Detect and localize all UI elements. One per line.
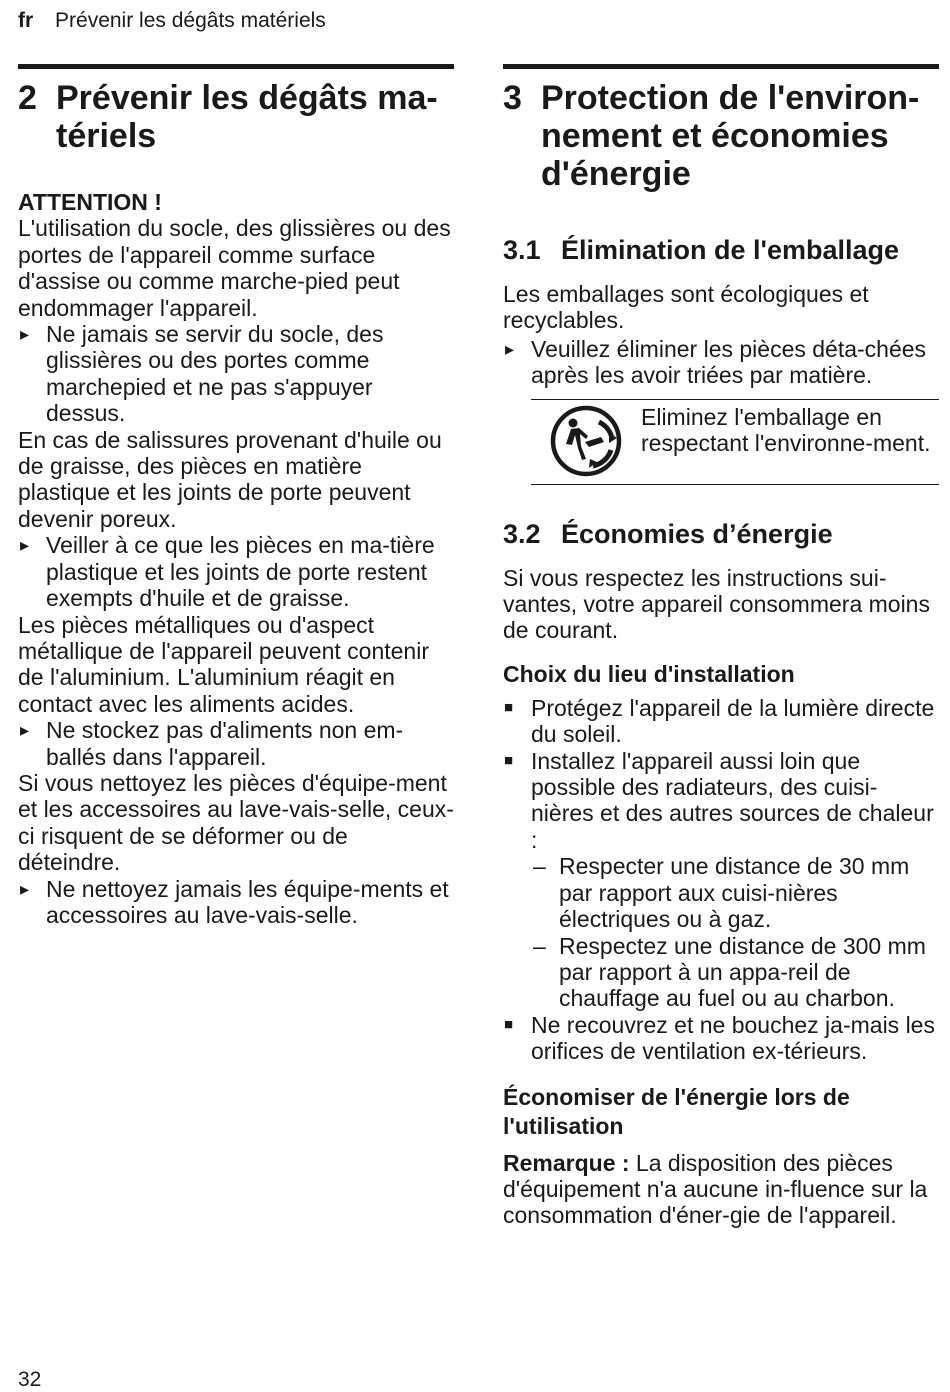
section-title: Prévenir les dégâts ma- tériels bbox=[56, 79, 438, 155]
remark-text: La disposition des pièces d'équipement n'a aucune in-fluence sur la consommation d'éner-gie de l'appareil. bbox=[503, 1149, 928, 1229]
page-number: 32 bbox=[18, 1368, 42, 1391]
installation-heading: Choix du lieu d'installation bbox=[503, 660, 795, 687]
remark bbox=[503, 1150, 939, 1229]
warning-text: Les pièces métalliques ou d'aspect métallique de l'appareil peuvent contenir de l'aluminium. L'aluminium réagit en contact avec les aliments acides. bbox=[18, 611, 429, 717]
right-column bbox=[503, 64, 939, 1229]
language-code: fr bbox=[18, 9, 34, 32]
section-2-heading bbox=[18, 79, 454, 155]
sub-list-item: – Respecter une distance de 30 mm par rapport aux cuisi-nières électriques ou à gaz. bbox=[531, 853, 939, 932]
action-item: ▸ Ne nettoyez jamais les équipe-ments et accessoires au lave-vais-selle. bbox=[18, 876, 454, 929]
subsection-3-2-heading bbox=[503, 519, 939, 549]
section-rule bbox=[18, 64, 454, 69]
recycling-disposal-icon bbox=[531, 404, 641, 478]
sub-list-item: – Respectez une distance de 300 mm par rapport à un appa-reil de chauffage au fuel ou au charbon. bbox=[531, 933, 939, 1012]
subsection-number: 3.2 bbox=[503, 518, 541, 549]
warning-text: En cas de salissures provenant d'huile ou de graisse, des pièces en matière plastique et les joints de porte peuvent devenir poreux. bbox=[18, 426, 442, 532]
list-item-text: Installez l'appareil aussi loin que possible des radiateurs, des cuisi-nières et des autres sources de chaleur : bbox=[531, 747, 934, 853]
attention-label: ATTENTION ! bbox=[18, 189, 162, 215]
action-item: ▸ Ne jamais se servir du socle, des glissières ou des portes comme marchepied et ne pas s'appuyer dessus. bbox=[18, 321, 454, 427]
page-header bbox=[18, 9, 326, 33]
action-item: ▸ Ne stockez pas d'aliments non em-ballés dans l'appareil. bbox=[18, 717, 454, 770]
list-item: ■ Protégez l'appareil de la lumière directe du soleil. bbox=[503, 695, 939, 748]
eco-disposal-note bbox=[531, 399, 939, 485]
action-item: ▸ Veiller à ce que les pièces en ma-tière plastique et les joints de porte restent exempts d'huile et de graisse. bbox=[18, 532, 454, 611]
subsection-3-1-heading bbox=[503, 235, 939, 265]
packaging-intro: Les emballages sont écologiques et recyclables. bbox=[503, 281, 869, 334]
section-title: Protection de l'environ- nement et économies d'énergie bbox=[541, 79, 920, 193]
warning-text: Si vous nettoyez les pièces d'équipe-ment et les accessoires au lave-vais-selle, ceux-ci risquent de se déformer ou de déteindre. bbox=[18, 769, 454, 876]
action-item: ▸ Veuillez éliminer les pièces déta-chées après les avoir triées par matière. bbox=[503, 336, 939, 389]
section-3-heading bbox=[503, 79, 939, 193]
energy-intro: Si vous respectez les instructions sui-vantes, votre appareil consommera moins de courant. bbox=[503, 564, 930, 644]
running-title: Prévenir les dégâts matériels bbox=[55, 9, 326, 32]
remark-label: Remarque : bbox=[503, 1149, 630, 1176]
subsection-number: 3.1 bbox=[503, 235, 541, 265]
subsection-title: Économies d’énergie bbox=[561, 518, 833, 549]
list-item bbox=[503, 748, 939, 1012]
section-rule bbox=[503, 64, 939, 69]
subsection-title: Élimination de l'emballage bbox=[561, 235, 900, 265]
section-number: 3 bbox=[503, 79, 522, 117]
list-item: ■ Ne recouvrez et ne bouchez ja-mais les orifices de ventilation ex-térieurs. bbox=[503, 1012, 939, 1065]
warning-text: L'utilisation du socle, des glissières ou des portes de l'appareil comme surface d'assise ou comme marche-pied peut endommager l'appareil. bbox=[18, 215, 451, 321]
section-number: 2 bbox=[18, 79, 37, 117]
eco-note-text: Eliminez l'emballage en respectant l'environne-ment. bbox=[641, 403, 931, 457]
usage-heading: Économiser de l'énergie lors de l'utilisation bbox=[503, 1083, 850, 1139]
left-column bbox=[18, 64, 454, 928]
